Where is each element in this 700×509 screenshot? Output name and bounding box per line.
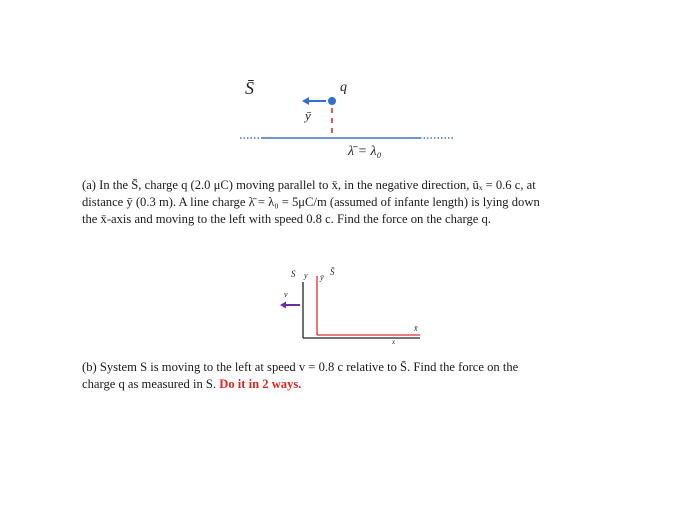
frame-s-label: S <box>291 269 296 279</box>
part-b-emphasis: Do it in 2 ways. <box>219 377 302 391</box>
v-label: v <box>284 290 288 299</box>
v-arrow-head <box>280 302 286 309</box>
velocity-arrow-head <box>302 97 309 105</box>
part-b-line-1: (b) System S is moving to the left at speed v = 0.8 c relative to S̄. Find the force on the <box>82 360 519 374</box>
charge-q-label: q <box>340 80 347 95</box>
part-a-line-2: distance ȳ (0.3 m). A line charge λ̄ = λ₀ = 5μC/m (assumed of infante length) is lying down <box>82 195 540 209</box>
figure-1 <box>0 0 700 170</box>
y-axis-label: y <box>304 271 308 280</box>
frame-sbar-label: S̄ <box>245 78 254 98</box>
x-axis-label: x <box>392 338 396 346</box>
line-charge-label: λ̄ = λ₀ <box>348 144 382 159</box>
xbar-axis-label: x̄ <box>414 324 418 333</box>
part-a-line-3: the x̄-axis and moving to the left with speed 0.8 c. Find the force on the charge q. <box>82 212 491 226</box>
frame-sbar-label-2: S̄ <box>330 267 335 277</box>
distance-ybar-label: ȳ <box>305 108 311 123</box>
part-b-line-2-text: charge q as measured in S. <box>82 377 217 391</box>
part-b-line-2 <box>82 376 301 394</box>
charge-q-dot <box>328 97 336 105</box>
ybar-axis-label: ȳ <box>320 273 324 282</box>
figure-2 <box>0 260 700 350</box>
figure-2-drawing <box>0 260 700 350</box>
part-a-line-1: (a) In the S̄, charge q (2.0 μC) moving parallel to x̄, in the negative direction, ūₓ = 0.6 c, at <box>82 178 536 192</box>
